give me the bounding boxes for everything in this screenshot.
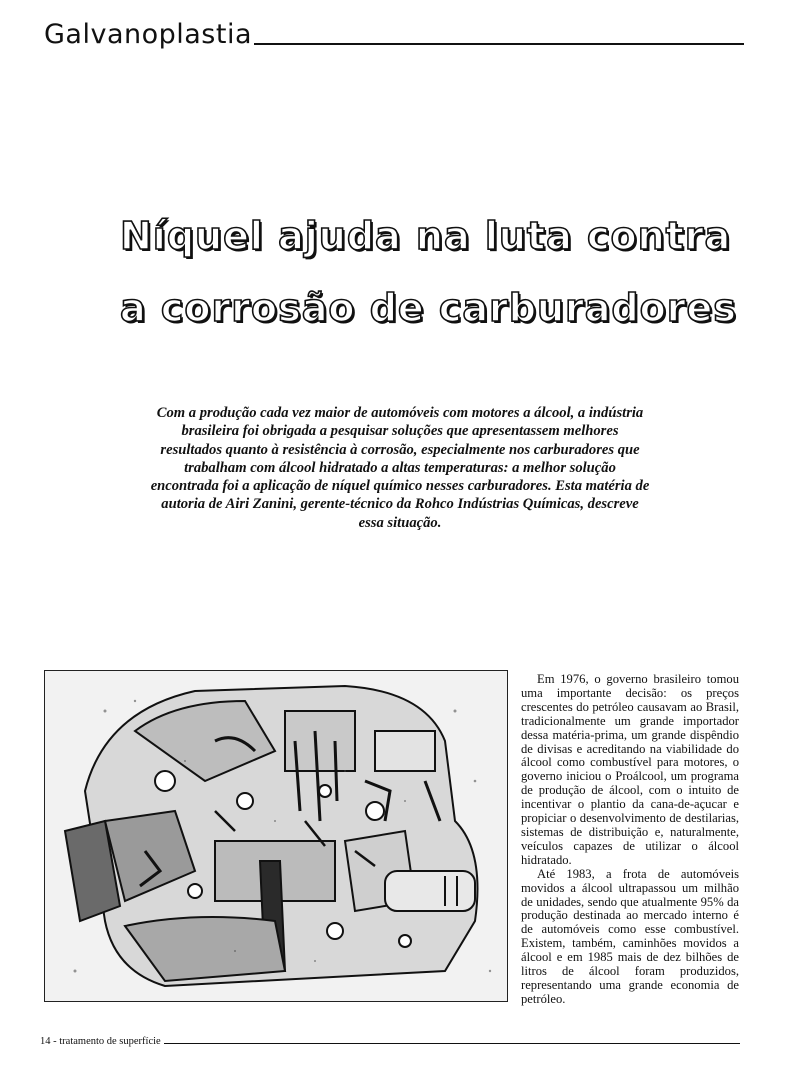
article-paragraph-1: Em 1976, o governo brasileiro tomou uma importante decisão: os preços crescentes do petróleo causavam ao Brasil, tradicionalmente um grande importador dessa matéria-prima, um grande dispêndio de divisas e acreditando na viabilidade do álcool como combustível para motores, o governo iniciou o Proálcool, um programa de produção de álcool, com o intuito de incentivar o plantio da cana-de-açucar e propiciar o desenvolvimento de destilarias, sistemas de distribuição e, naturalmente, veículos capazes de utilizar o álcool hidratado. — [521, 672, 739, 867]
footer-rule — [164, 1043, 740, 1044]
article-paragraph-2: Até 1983, a frota de automóveis movidos a álcool ultrapassou um milhão de unidades, sendo que atualmente 95% da produção destinada ao mercado interno é de automóveis como esse combustível. Existem, também, caminhões movidos a álcool e em 1985 mais de dez bilhões de litros de álcool foram produzidos, representando uma grande economia de petróleo. — [521, 866, 739, 1006]
header-rule — [254, 43, 744, 45]
page-folio: 14 - tratamento de superfície — [40, 1036, 161, 1047]
page-footer — [40, 1033, 740, 1047]
article-headline — [120, 200, 737, 344]
headline-line-2: a corrosão de carburadores — [120, 286, 737, 330]
section-title: Galvanoplastia — [44, 19, 253, 50]
carburetor-illustration — [45, 671, 507, 1001]
article-body — [521, 673, 739, 1007]
headline-line-1: Níquel ajuda na luta contra — [120, 214, 732, 258]
carburetor-photo — [44, 670, 508, 1002]
section-header — [44, 18, 744, 48]
lead-paragraph: Com a produção cada vez maior de automóveis com motores a álcool, a indústria brasileira foi obrigada a pesquisar soluções que apresentassem melhores resultados quanto à resistência à corrosão, especialmente nos carburadores que trabalham com álcool hidratado a altas temperaturas: a melhor solução encontrada foi a aplicação de níquel químico nesses carburadores. Esta matéria de autoria de Airi Zanini, gerente-técnico da Rohco Indústrias Químicas, descreve essa situação. — [150, 405, 650, 531]
